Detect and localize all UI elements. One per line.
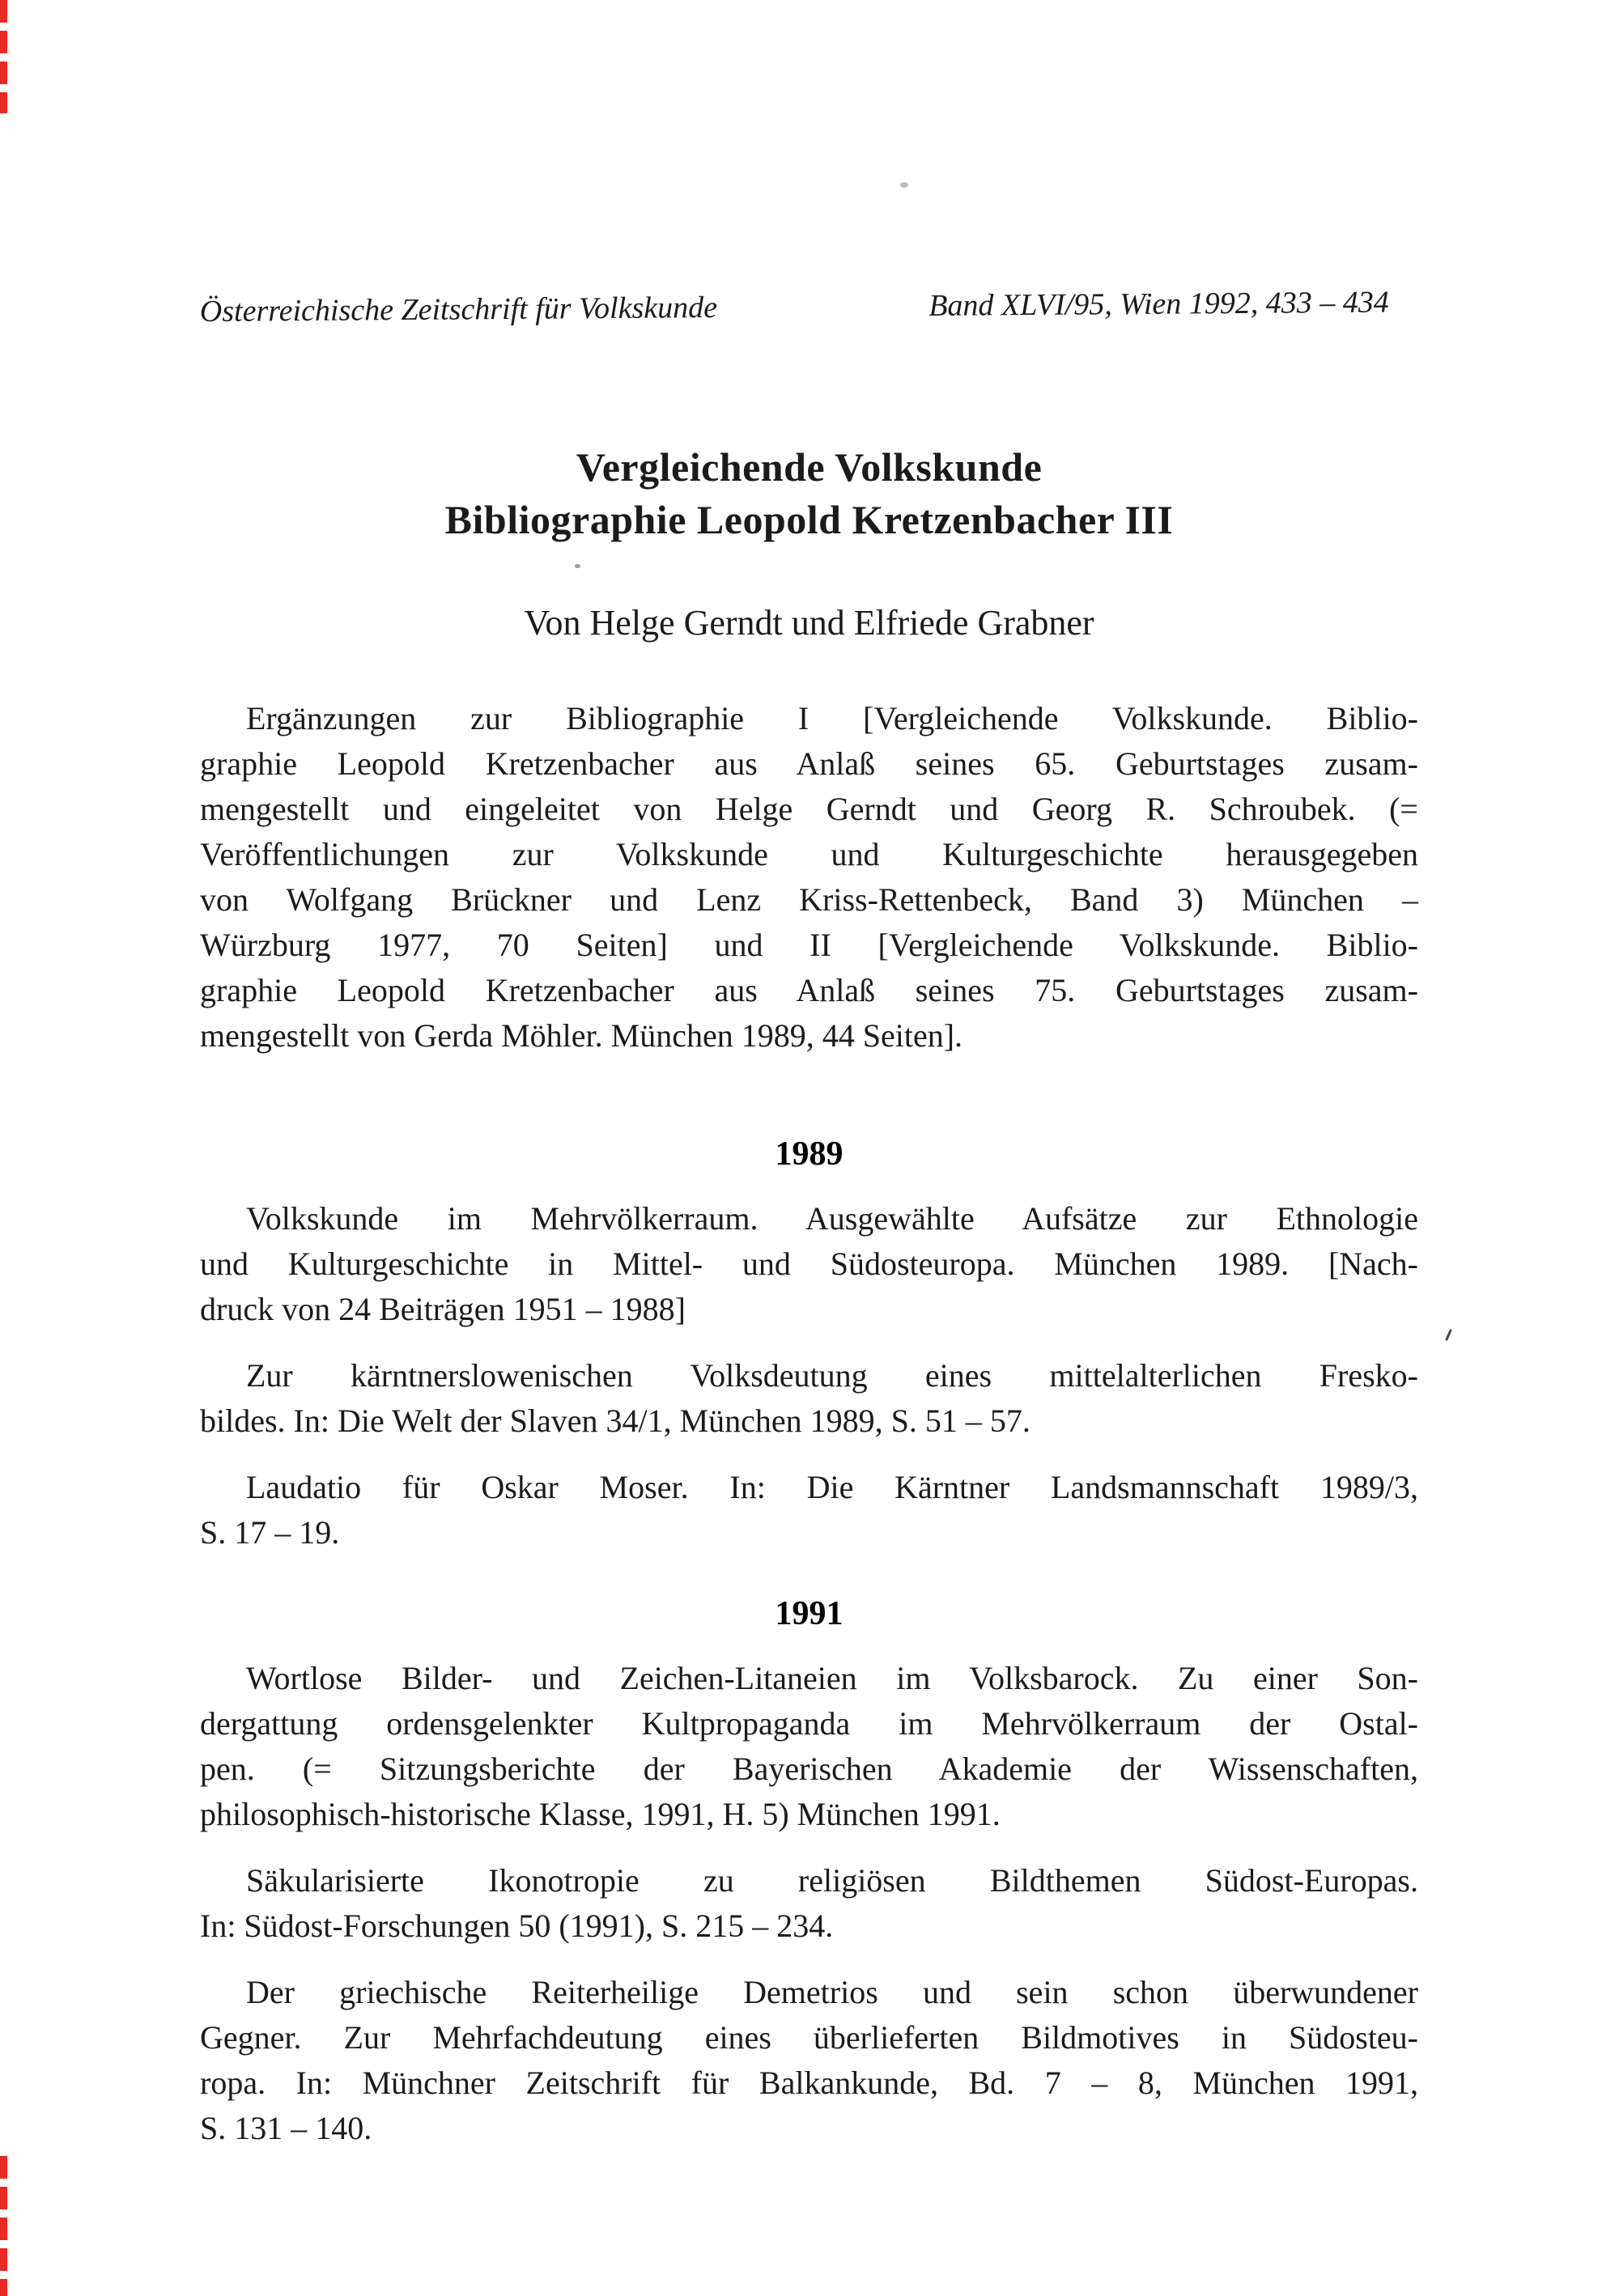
year-section [200, 1133, 1418, 1555]
article-title [200, 441, 1418, 546]
text-line: Wortlose Bilder- und Zeichen-Litaneien im Volksbarock. Zu einer Son- [246, 1660, 1418, 1696]
text-line: S. 17 – 19. [200, 1514, 340, 1551]
text-line: Volkskunde im Mehrvölkerraum. Ausgewählte Aufsätze zur Ethnologie [246, 1200, 1418, 1237]
scan-edge-mark-top [0, 0, 7, 113]
text-block [200, 0, 1418, 2151]
text-line: dergattung ordensgelenkter Kultpropaganda im Mehrvölkerraum der Ostal- [200, 1705, 1418, 1742]
bibliography-entry [200, 1656, 1418, 1837]
text-line: von Wolfgang Brückner und Lenz Kriss-Rettenbeck, Band 3) München – [200, 881, 1418, 918]
text-line: mengestellt von Gerda Möhler. München 1989, 44 Seiten]. [200, 1017, 963, 1054]
text-line: S. 131 – 140. [200, 2110, 372, 2146]
text-line: Zur kärntnerslowenischen Volksdeutung eines mittelalterlichen Fresko- [246, 1357, 1418, 1394]
bibliography-entry [200, 1858, 1418, 1949]
journal-header [200, 283, 1418, 330]
text-line: Ergänzungen zur Bibliographie I [Vergleichende Volkskunde. Biblio- [246, 700, 1418, 736]
text-line: Veröffentlichungen zur Volkskunde und Kulturgeschichte herausgegeben [200, 836, 1418, 872]
intro-paragraph [200, 696, 1418, 1059]
journal-name: Österreichische Zeitschrift für Volkskunde [199, 290, 718, 329]
text-line: Gegner. Zur Mehrfachdeutung eines überlieferten Bildmotives in Südosteu- [200, 2019, 1418, 2056]
sections [200, 1133, 1418, 2151]
section-year-heading: 1989 [775, 1135, 843, 1173]
text-line: mengestellt und eingeleitet von Helge Gerndt und Georg R. Schroubek. (= [200, 791, 1418, 827]
text-line: In: Südost-Forschungen 50 (1991), S. 215 – 234. [200, 1908, 834, 1944]
text-line: und Kulturgeschichte in Mittel- und Südosteuropa. München 1989. [Nach- [200, 1246, 1418, 1282]
text-line: Säkularisierte Ikonotropie zu religiösen Bildthemen Südost-Europas. [246, 1862, 1418, 1899]
text-line: druck von 24 Beiträgen 1951 – 1988] [200, 1291, 686, 1327]
section-year-heading: 1991 [775, 1595, 843, 1632]
year-section [200, 1593, 1418, 2151]
journal-issue-info: Band XLVI/95, Wien 1992, 433 – 434 [928, 285, 1389, 323]
text-line: pen. (= Sitzungsberichte der Bayerischen Akademie der Wissenschaften, [200, 1751, 1418, 1787]
text-line: Der griechische Reiterheilige Demetrios und sein schon überwundener [246, 1974, 1418, 2010]
bibliography-entry [200, 1970, 1418, 2151]
scan-stray-mark [1445, 1329, 1452, 1341]
text-line: Würzburg 1977, 70 Seiten] und II [Vergleichende Volkskunde. Biblio- [200, 927, 1418, 963]
text-line: Laudatio für Oskar Moser. In: Die Kärntner Landsmannschaft 1989/3, [246, 1469, 1418, 1505]
text-line: philosophisch-historische Klasse, 1991, H. 5) München 1991. [200, 1796, 1001, 1832]
text-line: graphie Leopold Kretzenbacher aus Anlaß seines 75. Geburtstages zusam- [200, 972, 1418, 1008]
title-line-2: Bibliographie Leopold Kretzenbacher III [444, 497, 1174, 542]
title-line-1: Vergleichende Volkskunde [576, 444, 1043, 490]
bibliography-entry [200, 1196, 1418, 1332]
bibliography-entry [200, 1465, 1418, 1555]
text-line: graphie Leopold Kretzenbacher aus Anlaß seines 65. Geburtstages zusam- [200, 745, 1418, 782]
scan-edge-mark-bottom [0, 2156, 7, 2296]
text-line: ropa. In: Münchner Zeitschrift für Balkankunde, Bd. 7 – 8, München 1991, [200, 2065, 1418, 2101]
bibliography-entry [200, 1353, 1418, 1444]
byline: Von Helge Gerndt und Elfriede Grabner [524, 603, 1094, 643]
text-line: bildes. In: Die Welt der Slaven 34/1, München 1989, S. 51 – 57. [200, 1403, 1030, 1439]
